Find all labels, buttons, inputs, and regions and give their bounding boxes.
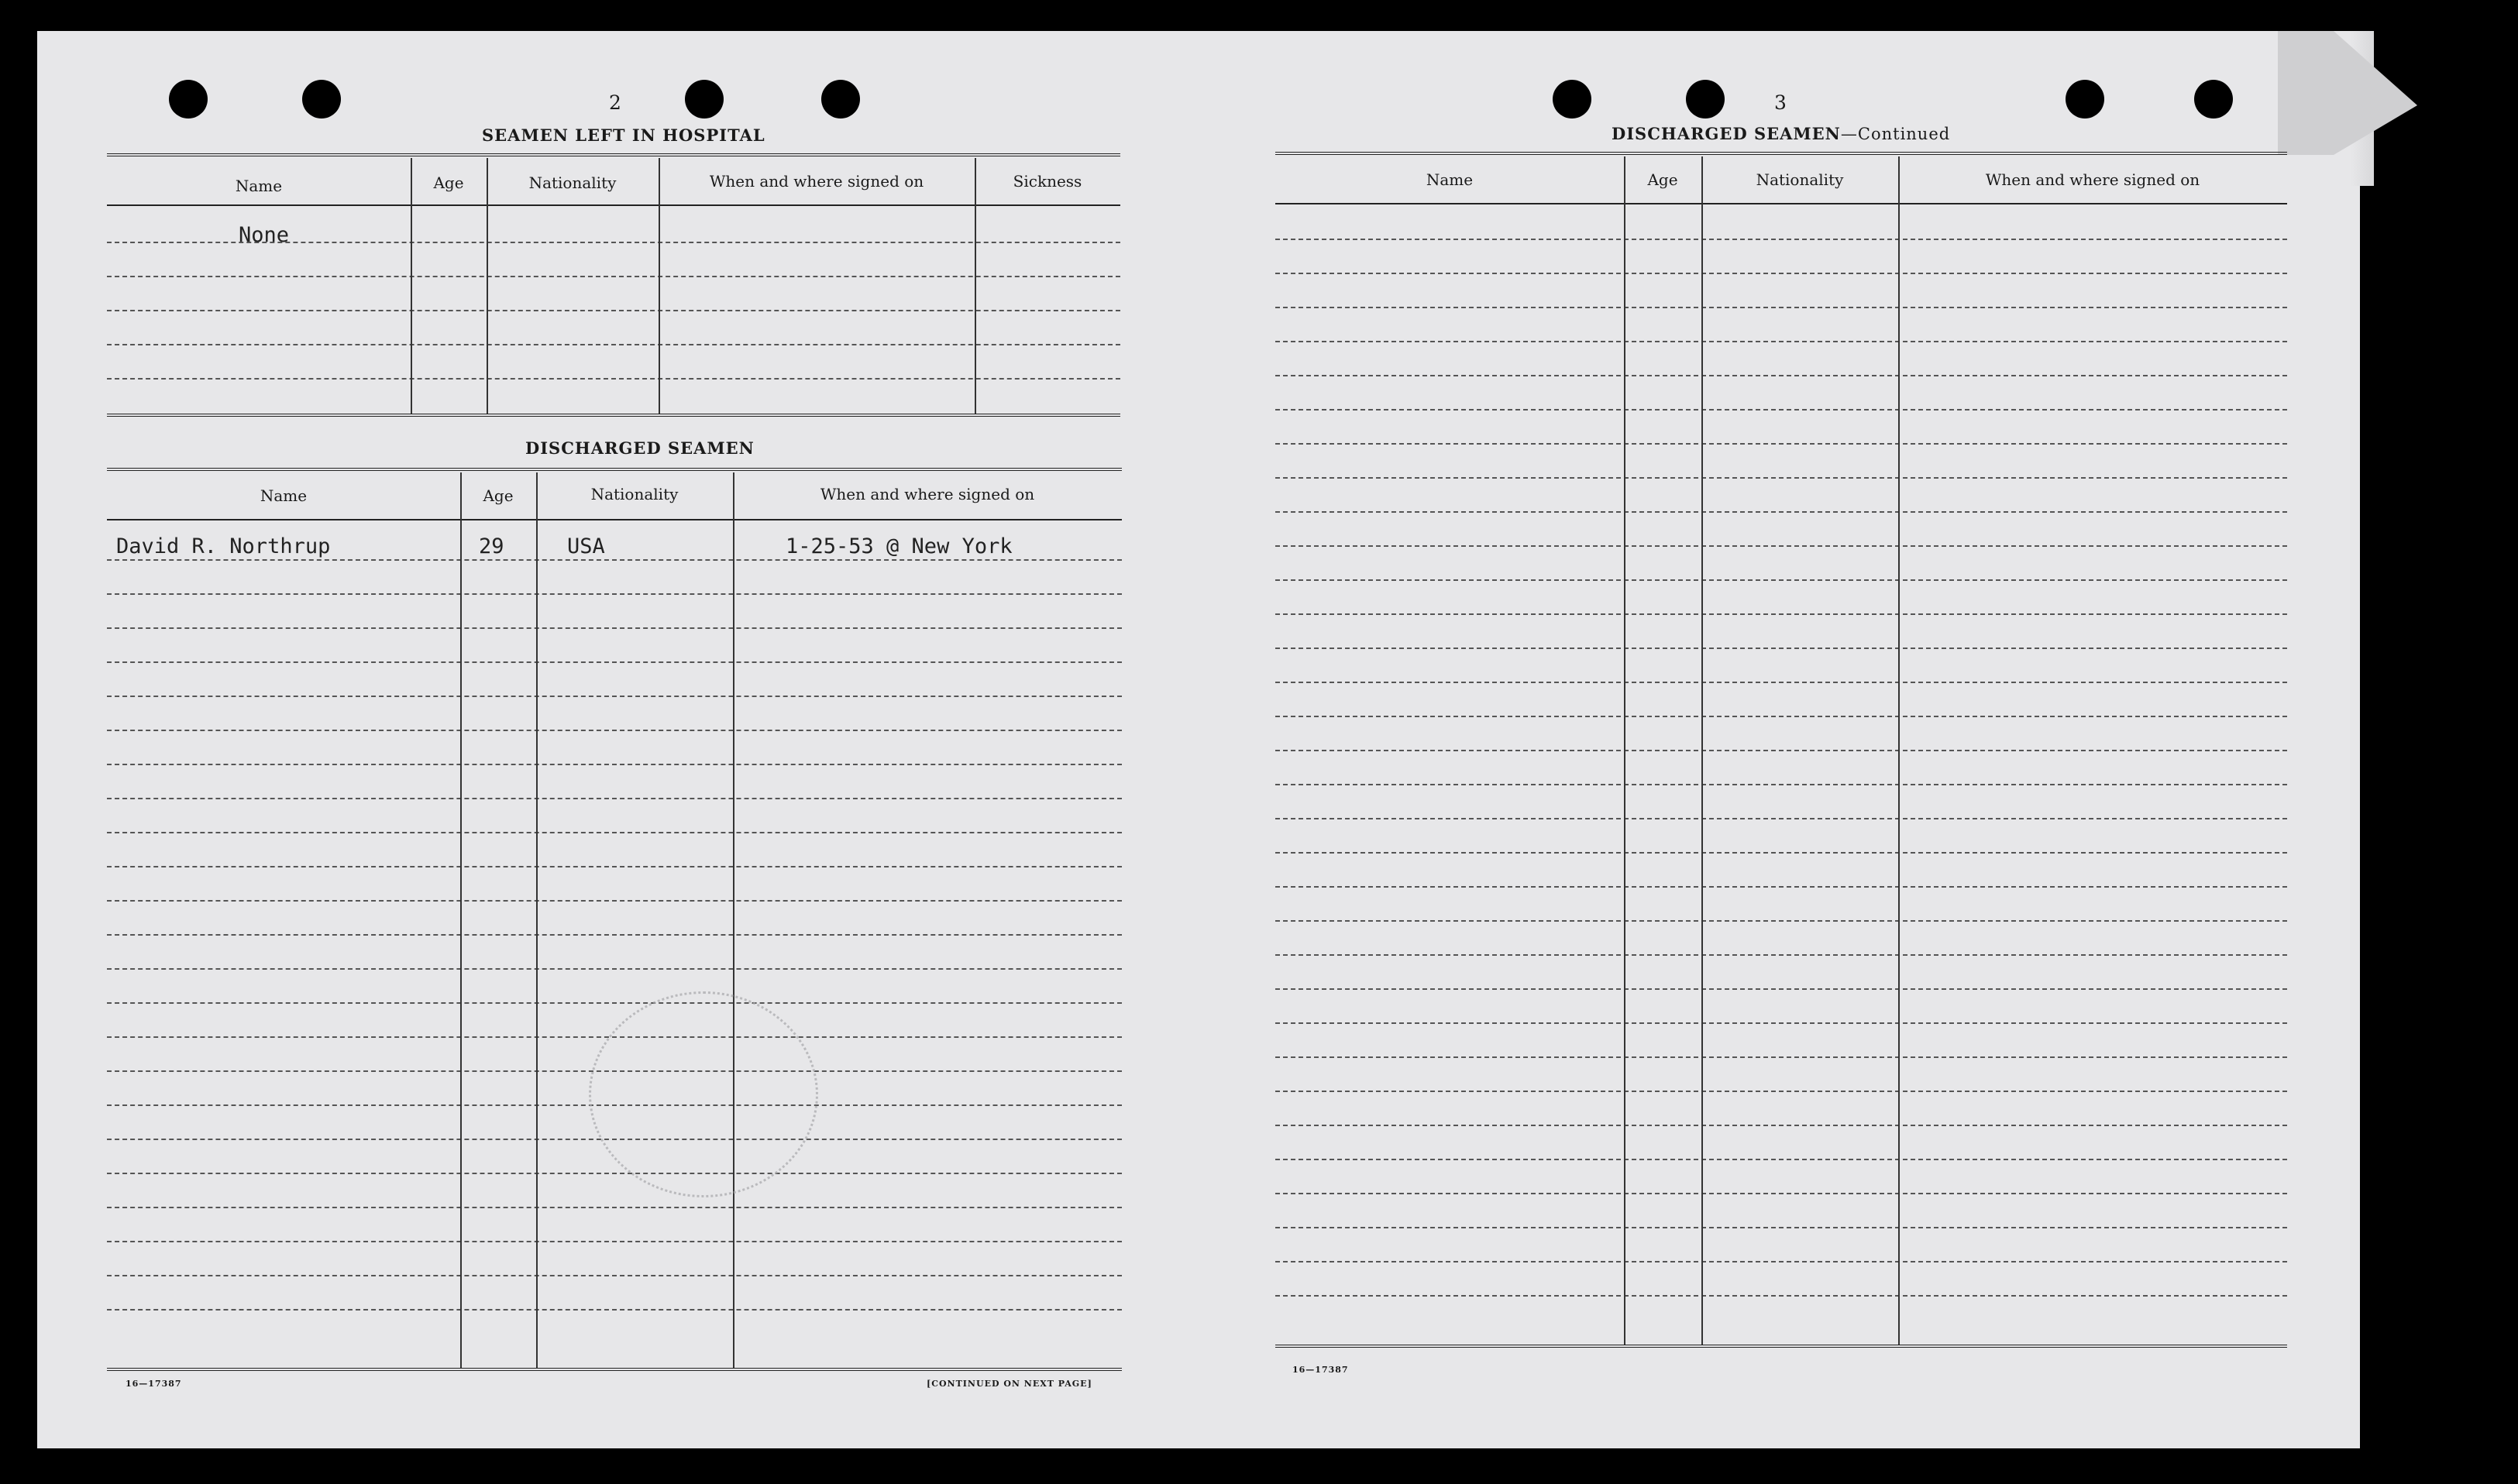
punch-hole	[302, 80, 341, 119]
col-header-name: Name	[1426, 170, 1474, 189]
hospital-row-name: None	[239, 223, 290, 247]
punch-hole	[2194, 80, 2233, 119]
continued-note: [CONTINUED ON NEXT PAGE]	[927, 1379, 1092, 1389]
col-header-name: Name	[260, 486, 308, 505]
discharged-section-title: DISCHARGED SEAMEN	[525, 438, 755, 458]
form-number-right: 16—17387	[1292, 1365, 1349, 1375]
hospital-section-title: SEAMEN LEFT IN HOSPITAL	[482, 125, 765, 145]
punch-hole	[821, 80, 860, 119]
col-header-nationality: Nationality	[590, 485, 679, 503]
col-header-signed-on: When and where signed on	[820, 485, 1035, 503]
punch-hole	[169, 80, 208, 119]
title-suffix: —Continued	[1840, 125, 1951, 143]
col-header-age: Age	[483, 486, 514, 505]
col-header-sickness: Sickness	[1013, 172, 1082, 191]
faded-stamp	[589, 991, 818, 1197]
hospital-table	[107, 153, 1120, 420]
title-main: DISCHARGED SEAMEN	[1612, 124, 1841, 143]
col-header-nationality: Nationality	[1756, 170, 1844, 189]
discharged-row-name: David R. Northrup	[116, 534, 331, 558]
discharged-row-nationality: USA	[567, 534, 605, 558]
discharged-row-signed-on: 1-25-53 @ New York	[786, 534, 1013, 558]
col-header-age: Age	[433, 173, 464, 192]
punch-hole	[1686, 80, 1725, 119]
col-header-nationality: Nationality	[528, 173, 617, 192]
col-header-age: Age	[1647, 170, 1678, 189]
page-number-right: 3	[1774, 91, 1787, 114]
form-number-left: 16—17387	[126, 1379, 182, 1389]
punch-hole	[685, 80, 724, 119]
page-number-left: 2	[609, 91, 621, 114]
discharged-table	[107, 468, 1122, 1374]
discharged-row-age: 29	[479, 534, 504, 558]
discharged-continued-title	[1612, 124, 1950, 143]
discharged-continued-table	[1275, 152, 2287, 1357]
torn-corner	[2278, 31, 2417, 155]
col-header-signed-on: When and where signed on	[1985, 170, 2200, 189]
punch-hole	[1553, 80, 1591, 119]
col-header-signed-on: When and where signed on	[709, 172, 924, 191]
punch-hole	[2066, 80, 2104, 119]
col-header-name: Name	[235, 177, 283, 195]
